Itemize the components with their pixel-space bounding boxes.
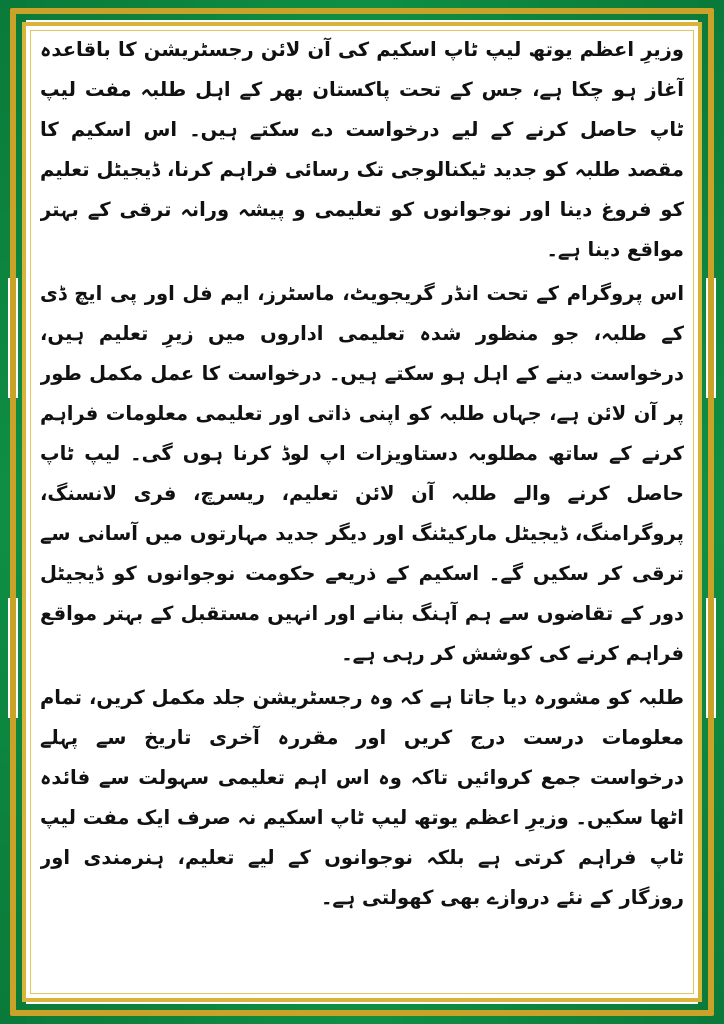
paragraph-eligibility: اس پروگرام کے تحت انڈر گریجویٹ، ماسٹرز، ایم فل اور پی ایچ ڈی کے طلبہ، جو منظور شدہ تعلیمی اداروں میں زیرِ تعلیم ہیں، درخواست دینے کے اہل ہو سکتے ہیں۔ درخواست کا عمل مکمل طور پر آن لائن ہے، جہاں طلبہ کو اپنی ذاتی اور تعلیمی معلومات فراہم کرنے کے ساتھ مطلوبہ دستاویزات اپ لوڈ کرنا ہوں گی۔ لیپ ٹاپ حاصل کرنے والے طلبہ آن لائن تعلیم، ریسرچ، فری لانسنگ، پروگرامنگ، ڈیجیٹل مارکیٹنگ اور دیگر جدید مہارتوں میں آسانی سے ترقی کر سکیں گے۔ اسکیم کے ذریعے حکومت نوجوانوں کو ڈیجیٹل دور کے تقاضوں سے ہم آہنگ بنانے اور انہیں مستقبل کے بہتر مواقع فراہم کرنے کی کوشش کر رہی ہے۔ — [40, 282, 684, 665]
paragraph-intro: وزیرِ اعظم یوتھ لیپ ٹاپ اسکیم کی آن لائن رجسٹریشن کا باقاعدہ آغاز ہو چکا ہے، جس کے تحت پاکستان بھر کے اہل طلبہ مفت لیپ ٹاپ حاصل کرنے کے لیے درخواست دے سکتے ہیں۔ اس اسکیم کا مقصد طلبہ کو جدید ٹیکنالوجی تک رسائی فراہم کرنا، ڈیجیٹل تعلیم کو فروغ دینا اور نوجوانوں کو تعلیمی و پیشہ ورانہ ترقی کے بہتر مواقع دینا ہے۔ — [40, 38, 684, 261]
article-body — [40, 30, 684, 994]
paragraph-advice: طلبہ کو مشورہ دیا جاتا ہے کہ وہ رجسٹریشن جلد مکمل کریں، تمام معلومات درست درج کریں اور مقررہ آخری تاریخ سے پہلے درخواست جمع کروائیں تاکہ وہ اس اہم تعلیمی سہولت سے فائدہ اٹھا سکیں۔ وزیرِ اعظم یوتھ لیپ ٹاپ اسکیم نہ صرف ایک مفت لیپ ٹاپ فراہم کرتی ہے بلکہ نوجوانوں کے لیے تعلیم، ہنرمندی اور روزگار کے نئے دروازے بھی کھولتی ہے۔ — [40, 686, 684, 909]
